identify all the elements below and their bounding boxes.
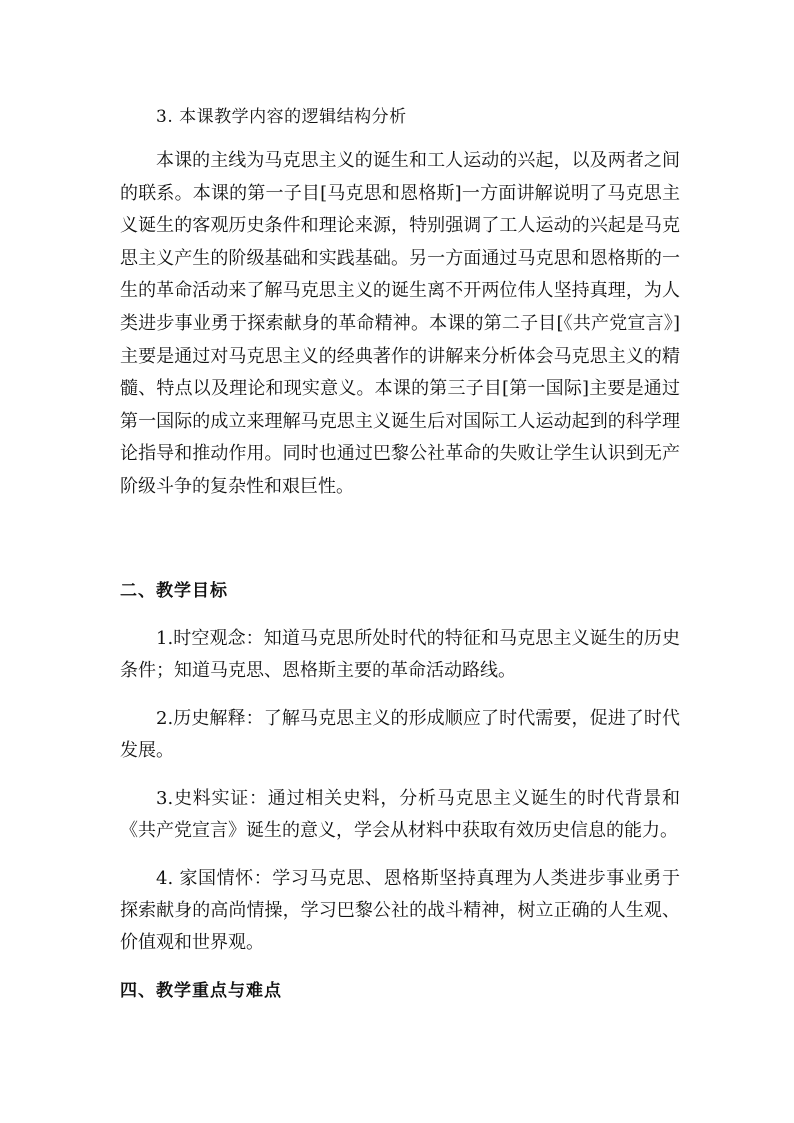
- section-heading-key-points: 四、教学重点与难点: [120, 981, 282, 1001]
- objective-item-1: 1.时空观念：知道马克思所处时代的特征和马克思主义诞生的历史条件；知道马克思、恩格斯主要的革命活动路线。: [120, 628, 680, 681]
- objective-item-2: 2.历史解释：了解马克思主义的形成顺应了时代需要，促进了时代发展。: [120, 708, 680, 761]
- main-paragraph: 本课的主线为马克思主义的诞生和工人运动的兴起，以及两者之间的联系。本课的第一子目[马克思和恩格斯]一方面讲解说明了马克思主义诞生的客观历史条件和理论来源，特别强调了工人运动的兴起是马克思主义产生的阶级基础和实践基础。另一方面通过马克思和恩格斯的一生的革命活动来了解马克思主义的诞生离不开两位伟人坚持真理，为人类进步事业勇于探索献身的革命精神。本课的第二子目[《共产党宣言》]主要是通过对马克思主义的经典著作的讲解来分析体会马克思主义的精髓、特点以及理论和现实意义。本课的第三子目[第一国际]主要是通过第一国际的成立来理解马克思主义诞生后对国际工人运动起到的科学理论指导和推动作用。同时也通过巴黎公社革命的失败让学生认识到无产阶级斗争的复杂性和艰巨性。: [120, 150, 680, 497]
- objective-item-3: 3.史料实证：通过相关史料，分析马克思主义诞生的时代背景和《共产党宣言》诞生的意义，学会从材料中获取有效历史信息的能力。: [120, 788, 680, 841]
- section-heading-objectives: 二、教学目标: [120, 581, 228, 601]
- subheading-logic-structure: 3. 本课教学内容的逻辑结构分析: [156, 107, 407, 127]
- objective-item-4: 4. 家国情怀：学习马克思、恩格斯坚持真理为人类进步事业勇于探索献身的高尚情操，学习巴黎公社的战斗精神，树立正确的人生观、价值观和世界观。: [120, 868, 680, 953]
